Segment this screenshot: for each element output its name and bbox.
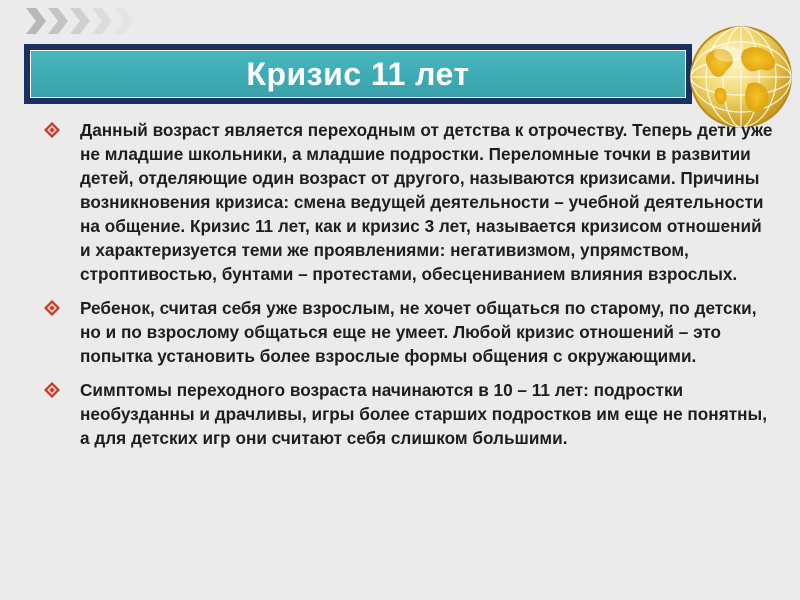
slide-title: Кризис 11 лет [246,55,470,92]
globe-icon [688,24,794,130]
bullet-text: Ребенок, считая себя уже взрослым, не хочет общаться по старому, по детски, но и по взрослому общаться еще не умеет. Любой кризис отношений – это попытка установить более взрослые формы общения с окружающими. [80,298,757,366]
diamond-bullet-icon [44,382,60,398]
diamond-bullet-icon [44,300,60,316]
list-item [44,118,774,286]
chevron-arrows-icon [26,6,136,36]
list-item [44,378,774,450]
diamond-bullet-icon [44,122,60,138]
bullet-list [44,118,774,460]
title-bar [30,50,686,98]
bullet-text: Симптомы переходного возраста начинаются в 10 – 11 лет: подростки необузданны и драчливы, игры более старших подростков им еще не понятны, а для детских игр они считают себя слишком большими. [80,380,767,448]
list-item [44,296,774,368]
bullet-text: Данный возраст является переходным от детства к отрочеству. Теперь дети уже не младшие школьники, а младшие подростки. Переломные точки в развитии детей, отделяющие один возраст от другого, называются кризисами. Причины возникновения кризиса: смена ведущей деятельности – учебной деятельности на общение. Кризис 11 лет, как и кризис 3 лет, называется кризисом отношений и характеризуется теми же проявлениями: негативизмом, упрямством, строптивостью, бунтами – протестами, обесцениванием влияния взрослых. [80,120,773,284]
